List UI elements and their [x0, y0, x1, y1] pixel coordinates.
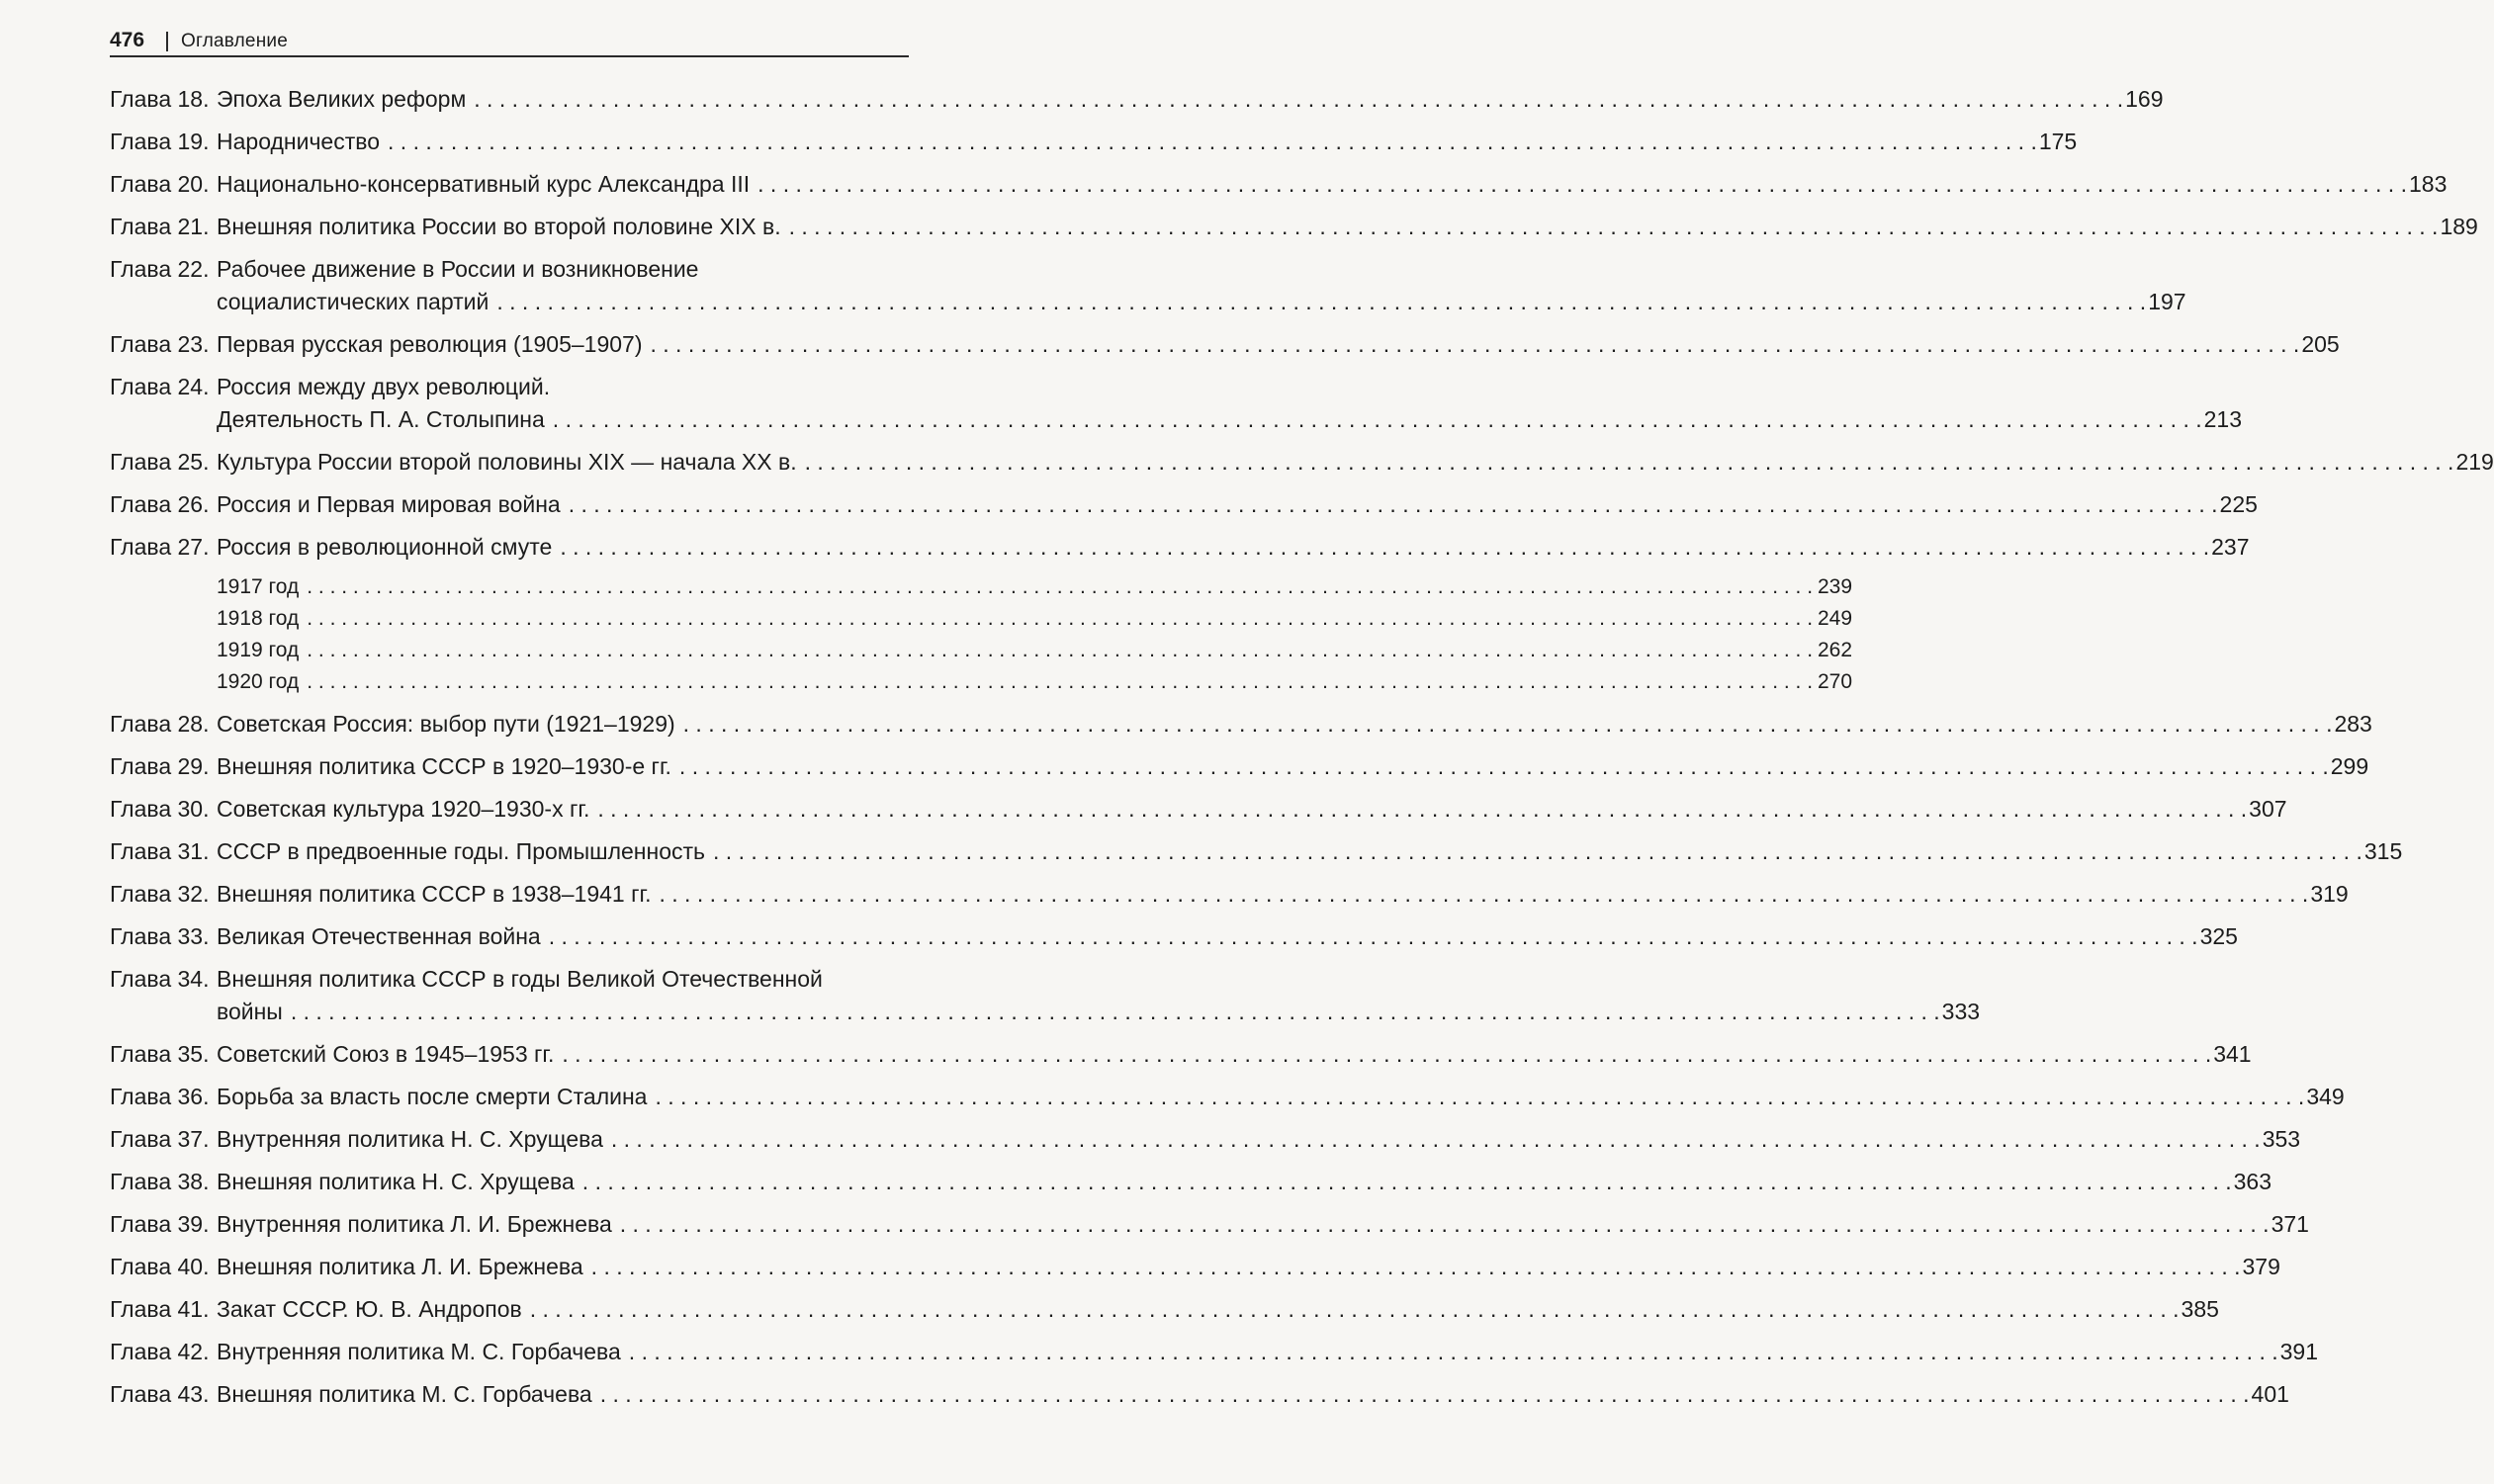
page-ref: 401: [2251, 1381, 2289, 1407]
entry-gap: [110, 1241, 909, 1251]
dot-leader: [713, 835, 2362, 868]
page-number: 476: [110, 29, 145, 51]
entry-gap: [110, 1326, 909, 1336]
chapter-label: Глава 35.: [110, 1041, 210, 1067]
entry-gap: [110, 436, 909, 446]
chapter-title-line: [217, 1378, 2289, 1411]
chapter-title-block: [217, 750, 2368, 783]
dot-leader: [679, 750, 2329, 783]
header-title: Оглавление: [181, 31, 288, 51]
toc-entry[interactable]: [110, 446, 2494, 479]
page-ref: 319: [2310, 881, 2349, 907]
toc-entry[interactable]: [110, 488, 2258, 521]
chapter-title: социалистических партий: [217, 289, 490, 314]
chapter-title-block: [217, 1336, 2318, 1368]
entry-gap: [110, 521, 909, 531]
dot-leader: [388, 126, 2037, 158]
dot-leader: [307, 603, 1813, 635]
chapter-title-line: [217, 446, 2494, 479]
toc-entry[interactable]: [110, 83, 2164, 116]
chapter-title-block: [217, 1081, 2345, 1113]
chapter-title-line: [217, 920, 2238, 953]
toc-entry[interactable]: [110, 793, 2287, 826]
dot-leader: [659, 878, 2308, 911]
chapter-label: Глава 18.: [110, 86, 210, 112]
chapter-label: Глава 40.: [110, 1254, 210, 1279]
chapter-title-block: [217, 793, 2287, 826]
toc-entry[interactable]: [110, 1293, 2219, 1326]
page-ref: 371: [2271, 1211, 2309, 1237]
page-ref: 225: [2219, 491, 2258, 517]
page-ref: 333: [1941, 999, 1981, 1024]
entry-gap: [110, 911, 909, 920]
dot-leader: [620, 1208, 2270, 1241]
chapter-label: Глава 19.: [110, 129, 210, 154]
chapter-title-block: [217, 328, 2340, 361]
chapter-title-block: [217, 488, 2258, 521]
dot-leader: [591, 1251, 2241, 1283]
chapter-title: Национально-консервативный курс Александра III: [217, 171, 751, 197]
page-ref: 341: [2213, 1041, 2252, 1067]
chapter-title-block: [217, 1378, 2289, 1411]
chapter-title: Закат СССР. Ю. В. Андропов: [217, 1296, 522, 1322]
chapter-label: Глава 24.: [110, 374, 210, 399]
chapter-title: Эпоха Великих реформ: [217, 86, 467, 112]
chapter-title: СССР в предвоенные годы. Промышленность: [217, 838, 706, 864]
dot-leader: [474, 83, 2123, 116]
page-ref: 379: [2242, 1254, 2280, 1279]
toc-entry[interactable]: [110, 126, 2078, 158]
chapter-title-line: [217, 1293, 2219, 1326]
toc-entry[interactable]: [110, 1123, 2301, 1156]
dot-leader: [307, 635, 1813, 666]
dot-leader: [582, 1166, 2232, 1198]
toc-entry[interactable]: [110, 328, 2340, 361]
page-ref: 349: [2306, 1084, 2345, 1109]
entry-gap: [110, 201, 909, 211]
chapter-title: Россия между двух революций.: [217, 374, 551, 399]
chapter-title: Россия в революционной смуте: [217, 534, 553, 560]
page-ref: 262: [1818, 639, 1853, 661]
toc-entry[interactable]: [110, 1251, 2280, 1283]
chapter-label: Глава 23.: [110, 331, 210, 357]
page-ref: 239: [1818, 575, 1853, 598]
chapter-title: Внутренняя политика Н. С. Хрущева: [217, 1126, 603, 1152]
toc-entry[interactable]: [110, 371, 2242, 436]
toc-entry[interactable]: [110, 1378, 2289, 1411]
page-ref: 169: [2125, 86, 2164, 112]
subentry-line: [217, 635, 1852, 666]
chapter-title: Внутренняя политика М. С. Горбачева: [217, 1339, 621, 1364]
dot-leader: [789, 211, 2439, 243]
entry-gap: [110, 868, 909, 878]
chapter-title-block: [217, 168, 2447, 201]
chapter-title: Советская культура 1920–1930-х гг.: [217, 796, 590, 822]
chapter-title-line: [217, 1081, 2345, 1113]
chapter-title: Внешняя политика Н. С. Хрущева: [217, 1169, 575, 1194]
toc-entry[interactable]: [110, 878, 2349, 911]
dot-leader: [307, 666, 1813, 698]
chapter-title-line: [217, 286, 2186, 318]
dot-leader: [651, 328, 2300, 361]
chapter-title: Внутренняя политика Л. И. Брежнева: [217, 1211, 612, 1237]
dot-leader: [291, 996, 1940, 1028]
chapter-title: Рабочее движение в России и возникновение: [217, 256, 699, 282]
toc-subentry[interactable]: [110, 603, 1853, 635]
dot-leader: [569, 488, 2218, 521]
chapter-title: войны: [217, 999, 283, 1024]
chapter-title-line: [217, 126, 2077, 158]
chapter-title-line: [217, 996, 1980, 1028]
page-ref: 175: [2038, 129, 2078, 154]
subentry-line: [217, 666, 1852, 698]
subentry-title: 1918 год: [217, 607, 300, 630]
entry-gap: [110, 1156, 909, 1166]
chapter-title-block: [217, 446, 2494, 479]
toc-entry[interactable]: [110, 750, 2369, 783]
subentry-line: [217, 571, 1852, 603]
chapter-label: Глава 20.: [110, 171, 210, 197]
chapter-title-line: [217, 793, 2287, 826]
chapter-label: Глава 27.: [110, 534, 210, 560]
page-ref: 205: [2301, 331, 2340, 357]
chapter-title-line: [217, 253, 2186, 286]
page-ref: 237: [2211, 534, 2250, 560]
entry-gap: [110, 783, 909, 793]
chapter-title-line: [217, 963, 1980, 996]
chapter-title-block: [217, 878, 2349, 911]
toc-entry[interactable]: [110, 168, 2448, 201]
entry-gap: [110, 158, 909, 168]
chapter-label: Глава 25.: [110, 449, 210, 475]
dot-leader: [307, 571, 1813, 603]
page-ref: 391: [2279, 1339, 2318, 1364]
chapter-title-block: [217, 371, 2242, 436]
chapter-label: Глава 32.: [110, 881, 210, 907]
page-ref: 189: [2440, 214, 2478, 239]
chapter-title: Народничество: [217, 129, 381, 154]
chapter-title-line: [217, 1251, 2280, 1283]
chapter-title: Великая Отечественная война: [217, 923, 541, 949]
chapter-label: Глава 39.: [110, 1211, 210, 1237]
chapter-title-block: [217, 253, 2186, 318]
chapter-title: Советская Россия: выбор пути (1921–1929): [217, 711, 675, 737]
chapter-title-block: [217, 1208, 2309, 1241]
chapter-title-block: [217, 126, 2077, 158]
chapter-title-block: [217, 211, 2478, 243]
chapter-title-line: [217, 211, 2478, 243]
chapter-title-line: [217, 168, 2447, 201]
chapter-label: Глава 37.: [110, 1126, 210, 1152]
chapter-label: Глава 30.: [110, 796, 210, 822]
toc-subentry[interactable]: [110, 635, 1853, 666]
page-ref: 325: [2199, 923, 2238, 949]
running-header: [110, 22, 909, 57]
chapter-title: Внешняя политика России во второй половине XIX в.: [217, 214, 781, 239]
table-of-contents: [110, 83, 2494, 1411]
chapter-title-line: [217, 835, 2402, 868]
toc-entry[interactable]: [110, 1081, 2345, 1113]
page-ref: 270: [1818, 670, 1853, 693]
chapter-title-line: [217, 708, 2372, 741]
chapter-label: Глава 29.: [110, 753, 210, 779]
chapter-label: Глава 42.: [110, 1339, 210, 1364]
chapter-title: Советский Союз в 1945–1953 гг.: [217, 1041, 555, 1067]
chapter-label: Глава 28.: [110, 711, 210, 737]
toc-entry[interactable]: [110, 211, 2478, 243]
chapter-title-line: [217, 83, 2163, 116]
entry-gap: [110, 953, 909, 963]
chapter-title-block: [217, 531, 2250, 564]
chapter-title-line: [217, 1038, 2252, 1071]
chapter-title: Внешняя политика М. С. Горбачева: [217, 1381, 592, 1407]
page-ref: 283: [2334, 711, 2372, 737]
dot-leader: [805, 446, 2454, 479]
dot-leader: [562, 1038, 2211, 1071]
chapter-title: Россия и Первая мировая война: [217, 491, 561, 517]
entry-gap: [110, 564, 909, 571]
chapter-title: Внешняя политика СССР в годы Великой Отечественной: [217, 966, 823, 992]
chapter-label: Глава 33.: [110, 923, 210, 949]
chapter-title-block: [217, 1166, 2271, 1198]
chapter-title-block: [217, 708, 2372, 741]
chapter-title: Деятельность П. А. Столыпина: [217, 406, 545, 432]
chapter-label: Глава 26.: [110, 491, 210, 517]
chapter-label: Глава 31.: [110, 838, 210, 864]
dot-leader: [655, 1081, 2304, 1113]
dot-leader: [611, 1123, 2261, 1156]
chapter-title-line: [217, 328, 2340, 361]
entry-gap: [110, 741, 909, 750]
chapter-label: Глава 43.: [110, 1381, 210, 1407]
chapter-title-line: [217, 750, 2368, 783]
dot-leader: [496, 286, 2146, 318]
entry-gap: [110, 1113, 909, 1123]
chapter-label: Глава 41.: [110, 1296, 210, 1322]
chapter-title-line: [217, 1166, 2271, 1198]
chapter-title-line: [217, 1123, 2300, 1156]
entry-gap: [110, 361, 909, 371]
dot-leader: [629, 1336, 2278, 1368]
subentry-title: 1919 год: [217, 639, 300, 661]
chapter-label: Глава 22.: [110, 256, 210, 282]
dot-leader: [597, 793, 2247, 826]
dot-leader: [530, 1293, 2180, 1326]
page-ref: 219: [2455, 449, 2494, 475]
chapter-title: Культура России второй половины XIX — начала XX в.: [217, 449, 797, 475]
toc-entry[interactable]: [110, 1336, 2318, 1368]
chapter-title-line: [217, 531, 2250, 564]
chapter-title-line: [217, 1336, 2318, 1368]
chapter-title-block: [217, 920, 2238, 953]
dot-leader: [683, 708, 2333, 741]
page-ref: 183: [2408, 171, 2448, 197]
page-ref: 197: [2148, 289, 2186, 314]
chapter-label: Глава 38.: [110, 1169, 210, 1194]
chapter-title: Первая русская революция (1905–1907): [217, 331, 643, 357]
toc-entry[interactable]: [110, 963, 1981, 1028]
chapter-title-block: [217, 963, 1980, 1028]
subentry-title: 1920 год: [217, 670, 300, 693]
toc-entry[interactable]: [110, 835, 2403, 868]
dot-leader: [549, 920, 2198, 953]
dot-leader: [757, 168, 2407, 201]
page-ref: 315: [2363, 838, 2403, 864]
page-ref: 299: [2330, 753, 2369, 779]
chapter-label: Глава 21.: [110, 214, 210, 239]
chapter-title: Внешняя политика Л. И. Брежнева: [217, 1254, 583, 1279]
toc-subentry[interactable]: [110, 666, 1853, 698]
page-ref: 249: [1818, 607, 1853, 630]
subentry-line: [217, 603, 1852, 635]
entry-gap: [110, 1368, 909, 1378]
chapter-title-line: [217, 403, 2242, 436]
chapter-title: Внешняя политика СССР в 1920–1930-е гг.: [217, 753, 671, 779]
page-ref: 385: [2181, 1296, 2219, 1322]
chapter-title-line: [217, 371, 2242, 403]
entry-gap: [110, 1028, 909, 1038]
entry-gap: [110, 243, 909, 253]
toc-entry[interactable]: [110, 253, 2186, 318]
chapter-label: Глава 34.: [110, 966, 210, 992]
entry-gap: [110, 1283, 909, 1293]
chapter-title-block: [217, 83, 2163, 116]
toc-entry[interactable]: [110, 920, 2238, 953]
chapter-label: Глава 36.: [110, 1084, 210, 1109]
page-ref: 213: [2203, 406, 2242, 432]
entry-gap: [110, 1071, 909, 1081]
toc-entry[interactable]: [110, 1166, 2271, 1198]
chapter-title-line: [217, 1208, 2309, 1241]
page-ref: 363: [2233, 1169, 2271, 1194]
chapter-title-line: [217, 878, 2349, 911]
entry-gap: [110, 826, 909, 835]
chapter-title-block: [217, 1038, 2252, 1071]
entry-gap: [110, 698, 909, 708]
page-ref: 353: [2262, 1126, 2301, 1152]
toc-entry[interactable]: [110, 1208, 2309, 1241]
dot-leader: [600, 1378, 2250, 1411]
page-ref: 307: [2249, 796, 2287, 822]
dot-leader: [560, 531, 2209, 564]
chapter-title-block: [217, 1123, 2300, 1156]
chapter-title: Борьба за власть после смерти Сталина: [217, 1084, 648, 1109]
toc-entry[interactable]: [110, 708, 2372, 741]
chapter-title-line: [217, 488, 2258, 521]
entry-gap: [110, 116, 909, 126]
entry-gap: [110, 1198, 909, 1208]
chapter-title-block: [217, 1293, 2219, 1326]
entry-gap: [110, 479, 909, 488]
dot-leader: [553, 403, 2202, 436]
header-separator: [166, 32, 168, 51]
chapter-title-block: [217, 1251, 2280, 1283]
toc-entry[interactable]: [110, 531, 2250, 564]
chapter-title-block: [217, 835, 2402, 868]
subentry-title: 1917 год: [217, 575, 300, 598]
entry-gap: [110, 318, 909, 328]
toc-subentry[interactable]: [110, 571, 1853, 603]
toc-entry[interactable]: [110, 1038, 2252, 1071]
chapter-title: Внешняя политика СССР в 1938–1941 гг.: [217, 881, 652, 907]
